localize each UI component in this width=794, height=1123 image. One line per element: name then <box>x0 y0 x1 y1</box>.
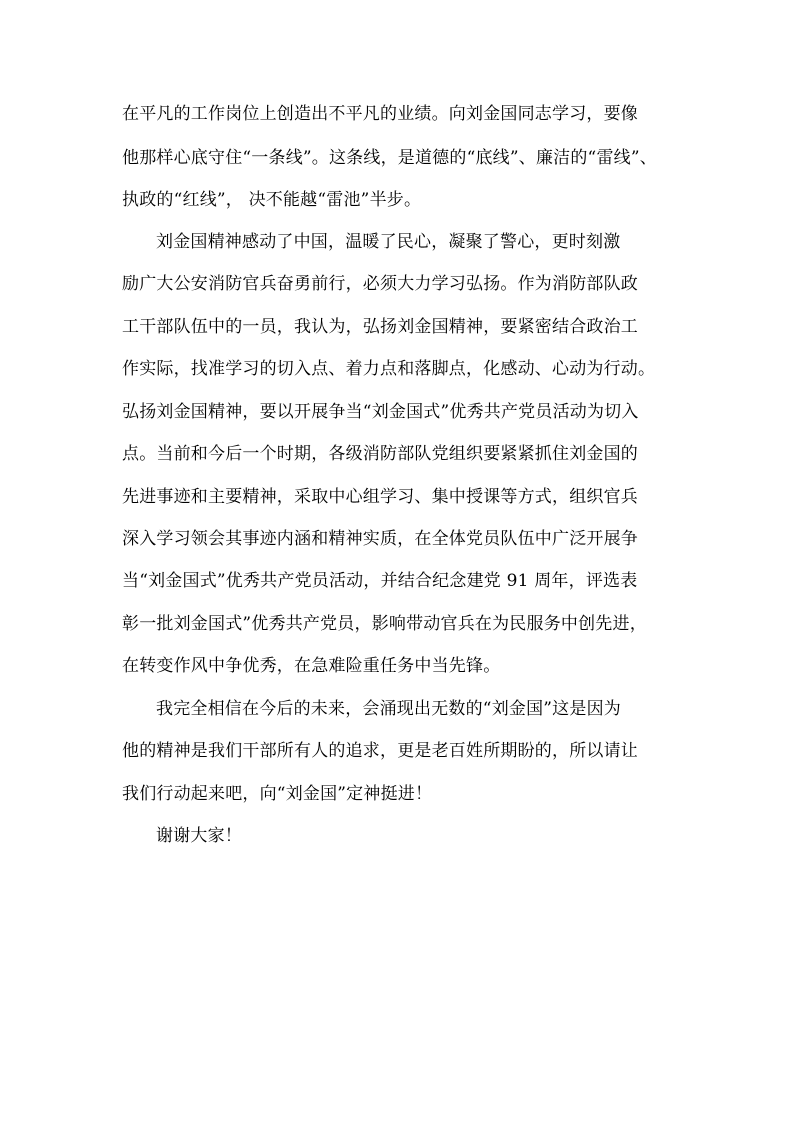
closing-line: 谢谢大家！ <box>156 826 242 846</box>
text-line: 工干部队伍中的一员，我认为，弘扬刘金国精神，要紧密结合政治工 <box>122 317 638 337</box>
text-line: 励广大公安消防官兵奋勇前行，必须大力学习弘扬。作为消防部队政 <box>122 274 638 294</box>
paragraph-first-line: 我完全相信在今后的未来，会涌现出无数的“刘金国”这是因为 <box>156 699 621 719</box>
text-line: 他的精神是我们干部所有人的追求，更是老百姓所期盼的，所以请让 <box>122 741 638 761</box>
text-line: 深入学习领会其事迹内涵和精神实质，在全体党员队伍中广泛开展争 <box>122 529 638 549</box>
text-line: 当“刘金国式”优秀共产党员活动，并结合纪念建党 91 周年，评选表 <box>122 571 638 591</box>
text-line: 作实际，找准学习的切入点、着力点和落脚点，化感动、心动为行动。 <box>122 359 656 379</box>
text-line: 在转变作风中争优秀，在急难险重任务中当先锋。 <box>122 656 501 676</box>
paragraph-first-line: 刘金国精神感动了中国，温暖了民心，凝聚了警心，更时刻激 <box>156 232 621 252</box>
text-line: 在平凡的工作岗位上创造出不平凡的业绩。向刘金国同志学习，要像 <box>122 104 638 124</box>
text-line: 先进事迹和主要精神，采取中心组学习、集中授课等方式，组织官兵 <box>122 487 638 507</box>
text-line: 我们行动起来吧，向“刘金国”定神挺进！ <box>122 784 433 804</box>
text-line: 弘扬刘金国精神，要以开展争当“刘金国式”优秀共产党员活动为切入 <box>122 402 639 422</box>
text-line: 他那样心底守住“一条线”。这条线，是道德的“底线”、廉洁的“雷线”、 <box>122 148 657 168</box>
text-line: 执政的“红线”， 决不能越“雷池”半步。 <box>122 190 422 210</box>
text-line: 点。当前和今后一个时期，各级消防部队党组织要紧紧抓住刘金国的 <box>122 444 638 464</box>
text-line: 彰一批刘金国式”优秀共产党员，影响带动官兵在为民服务中创先进， <box>122 614 647 634</box>
